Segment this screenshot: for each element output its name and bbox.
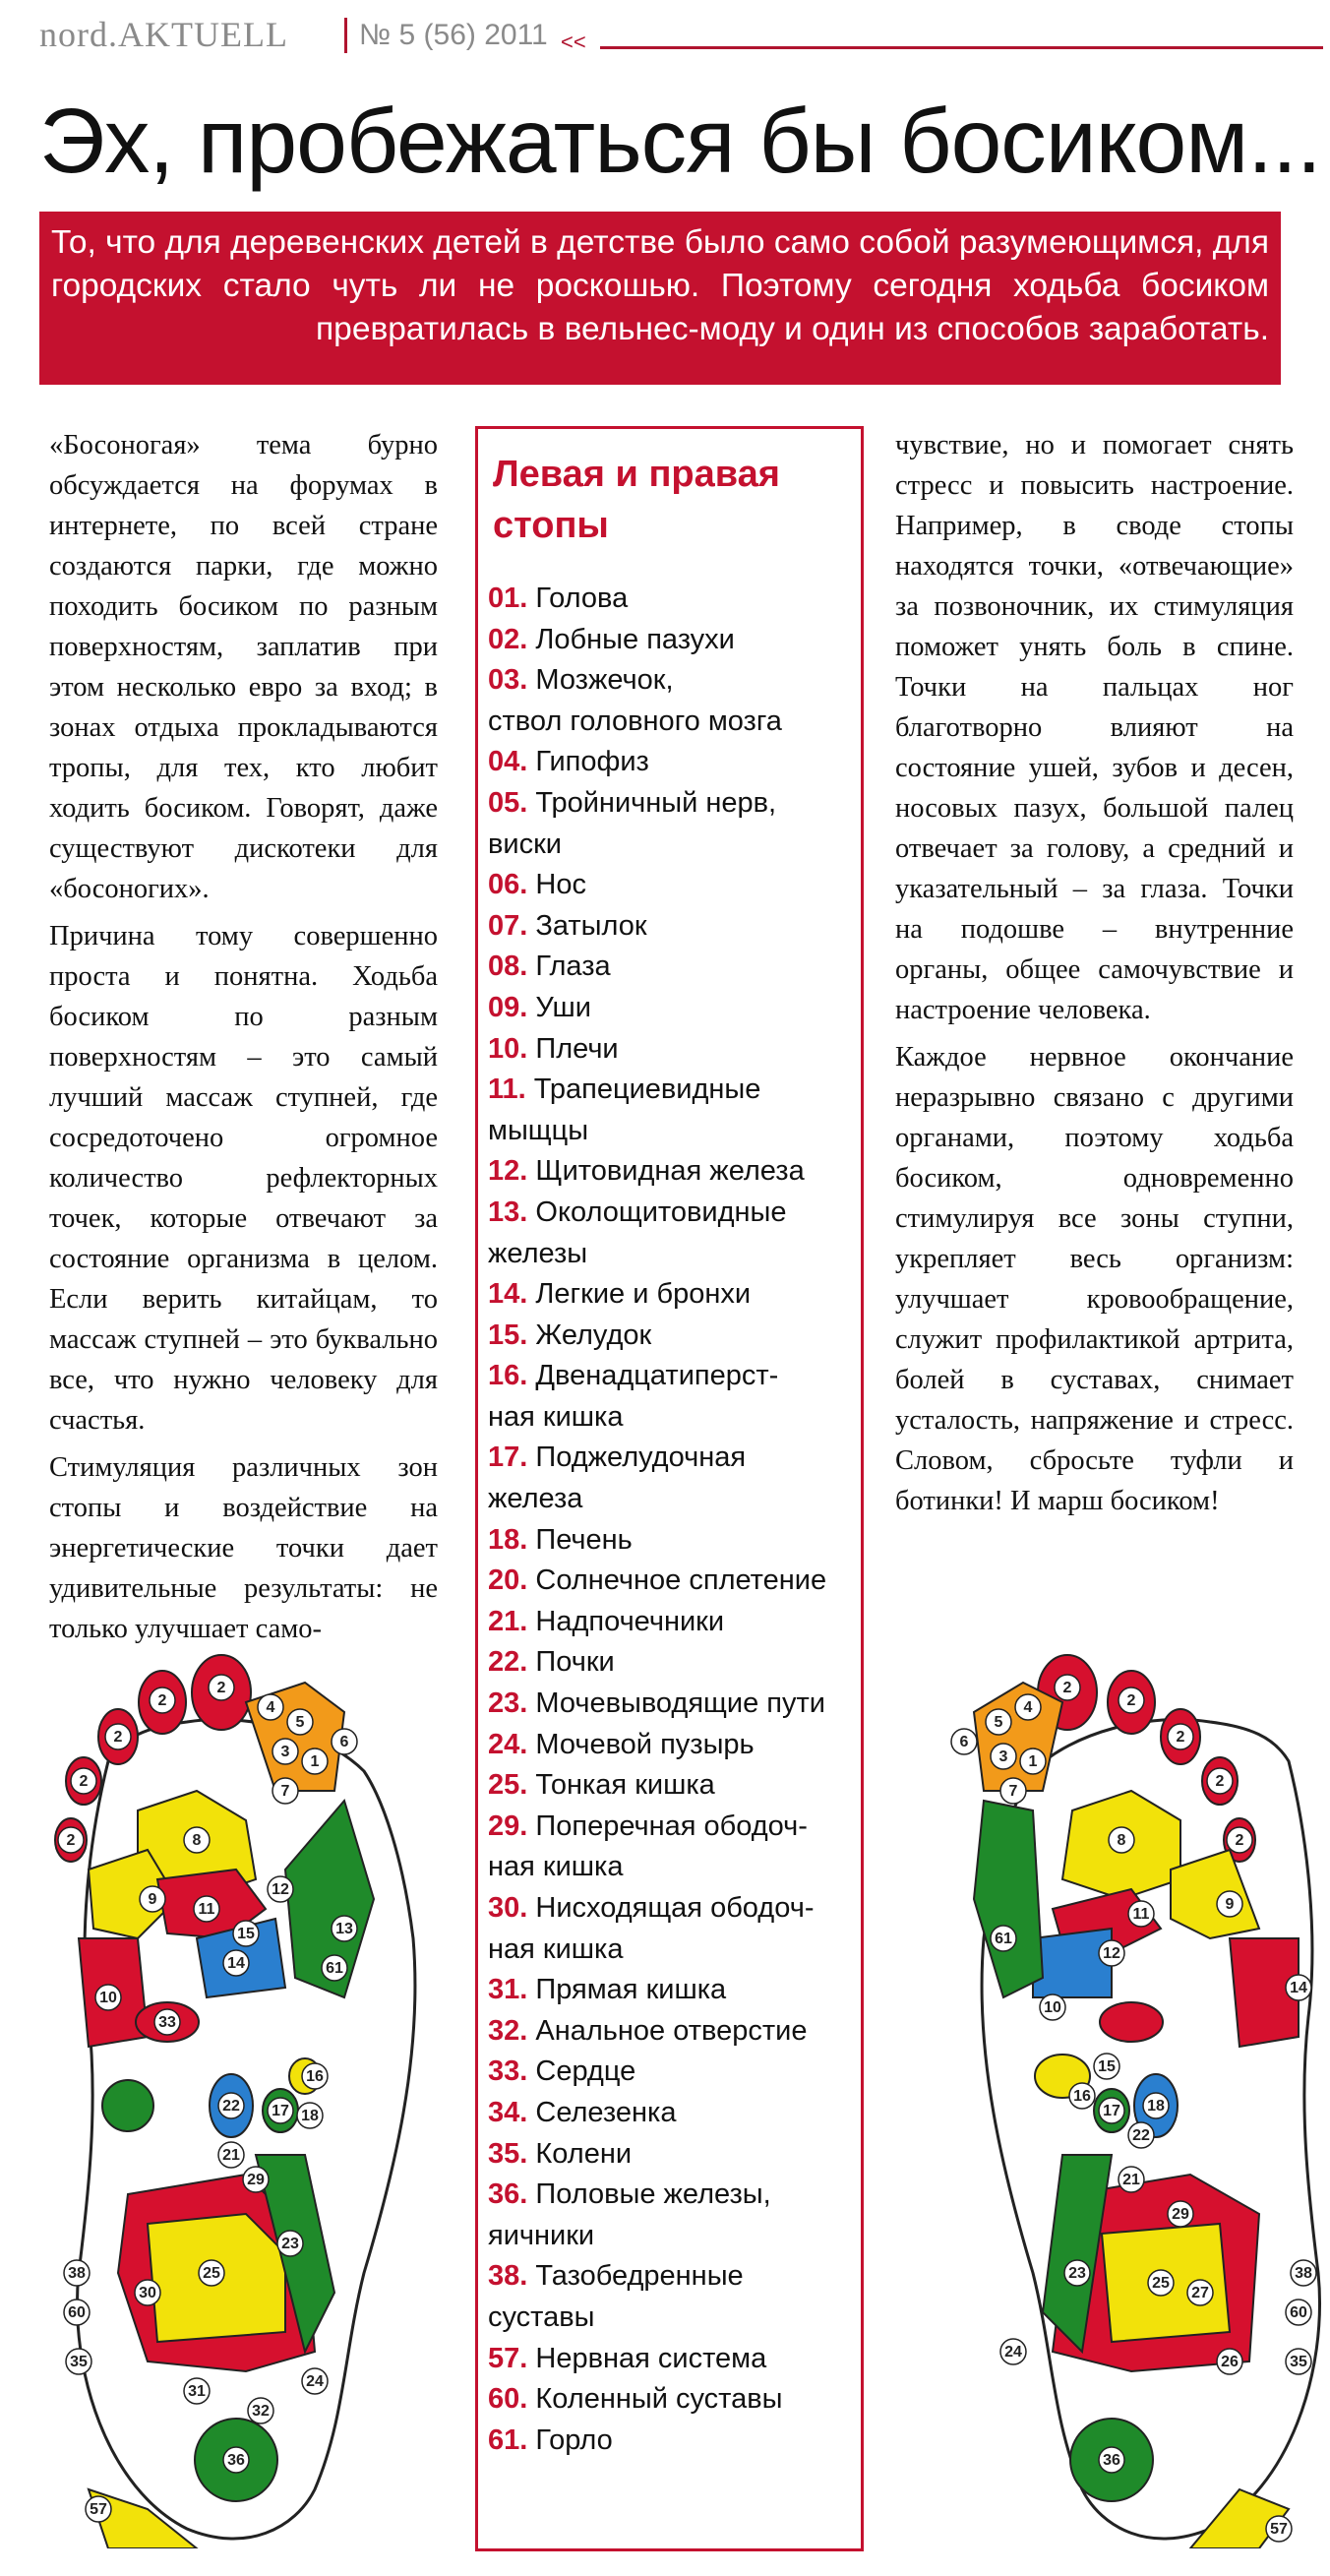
left-zone-label: 1 <box>310 1753 320 1771</box>
right-zone-label: 24 <box>1004 2344 1022 2361</box>
right-zone-label: 38 <box>1295 2265 1312 2283</box>
left-zone-label: 5 <box>295 1714 305 1732</box>
organ-label: мыщцы <box>488 1114 589 1146</box>
left-zone-label: 9 <box>148 1891 157 1909</box>
organ-item <box>488 1602 862 1643</box>
organ-number: 61. <box>488 2423 528 2456</box>
sidebar-title: Левая и правая стопы <box>493 454 780 546</box>
right-column <box>895 425 1294 1528</box>
organ-number: 14. <box>488 1278 528 1311</box>
organ-label: Мочевыводящие пути <box>535 1687 825 1720</box>
organ-number: 33. <box>488 2055 528 2088</box>
right-zone-label: 18 <box>1147 2098 1165 2116</box>
organ-item <box>488 1070 862 1111</box>
left-zone-label: 2 <box>113 1729 123 1747</box>
left-zone-label: 18 <box>301 2108 319 2125</box>
organ-item <box>488 2216 862 2257</box>
organ-label: Селезенка <box>535 2096 677 2128</box>
right-zone-label: 8 <box>1117 1832 1126 1850</box>
left-zone-label: 2 <box>157 1692 167 1710</box>
organ-label: Глаза <box>535 951 611 983</box>
left-zone-label: 15 <box>237 1926 255 1943</box>
right-zone-label: 12 <box>1103 1945 1120 1963</box>
organ-item <box>488 906 862 948</box>
right-zone-label: 22 <box>1132 2127 1150 2145</box>
organ-item <box>488 620 862 661</box>
right-zone-label: 3 <box>998 1748 1008 1766</box>
organ-number: 18. <box>488 1523 528 1556</box>
organ-label: Затылок <box>535 909 647 942</box>
left-paragraph: Стимуляция различных зон стопы и воздействие на энергетические точки дает удивительные результаты: не только улучшает само- <box>49 1452 438 1644</box>
organ-item <box>488 2093 862 2134</box>
organ-label: Голова <box>535 583 629 614</box>
organ-label: Сердце <box>535 2055 636 2088</box>
article-title: Эх, пробежаться бы босиком... <box>39 90 1321 192</box>
organ-number: 01. <box>488 583 528 614</box>
organ-item <box>488 2256 862 2298</box>
organ-label: Щитовидная железа <box>535 1155 805 1188</box>
left-zone-label: 31 <box>188 2383 206 2401</box>
right-zone-label: 25 <box>1152 2275 1170 2293</box>
left-zone-label: 61 <box>326 1960 343 1978</box>
organ-item <box>488 865 862 906</box>
organ-label: Горло <box>535 2423 613 2456</box>
left-zone-label: 33 <box>158 2014 176 2032</box>
organ-number: 22. <box>488 1646 528 1679</box>
organ-label: Лобные пазухи <box>535 623 735 655</box>
organ-label: Поперечная ободоч- <box>535 1809 808 1842</box>
organ-item <box>488 1356 862 1397</box>
right-zone-label: 5 <box>994 1714 1003 1732</box>
organ-number: 25. <box>488 1769 528 1802</box>
organ-item <box>488 988 862 1029</box>
organ-label: Коленный суставы <box>535 2383 783 2416</box>
right-zone-label: 21 <box>1122 2172 1140 2189</box>
organ-item <box>488 1316 862 1357</box>
organ-label: Легкие и бронхи <box>535 1278 752 1311</box>
organ-item <box>488 1930 862 1971</box>
organ-label: Плечи <box>535 1032 619 1065</box>
right-zone-label: 11 <box>1132 1906 1150 1924</box>
organ-number: 31. <box>488 1974 528 2006</box>
right-zone-label: 29 <box>1172 2206 1189 2224</box>
right-zone-label: 27 <box>1191 2285 1209 2302</box>
organ-item <box>488 1029 862 1071</box>
left-zone-label: 24 <box>306 2373 324 2391</box>
left-zone-label: 32 <box>252 2403 270 2421</box>
organ-item <box>488 660 862 702</box>
organ-number: 34. <box>488 2096 528 2128</box>
left-zone-label: 4 <box>266 1699 275 1717</box>
organ-item <box>488 2379 862 2421</box>
organ-item <box>488 702 862 743</box>
right-zone-label: 61 <box>995 1931 1012 1948</box>
organ-number: 06. <box>488 869 528 901</box>
organ-number: 20. <box>488 1564 528 1597</box>
organ-number: 35. <box>488 2137 528 2170</box>
organ-label: Почки <box>535 1646 615 1679</box>
left-zone-label: 6 <box>339 1734 349 1751</box>
organ-number: 24. <box>488 1728 528 1760</box>
organ-label: Печень <box>535 1523 633 1556</box>
organ-label: суставы <box>488 2300 595 2333</box>
organ-label: Надпочечники <box>535 1605 725 1637</box>
left-zone-label: 25 <box>203 2265 220 2283</box>
organ-item <box>488 742 862 783</box>
left-zone-label: 29 <box>247 2172 265 2189</box>
right-zone-label: 2 <box>1215 1773 1225 1791</box>
right-zone-label: 16 <box>1073 2088 1091 2106</box>
left-zone-label: 16 <box>306 2068 324 2086</box>
left-foot-map <box>49 1643 462 2548</box>
organ-sidebar <box>475 426 864 2551</box>
right-zone-label: 1 <box>1028 1753 1038 1771</box>
organ-label: Желудок <box>535 1319 652 1351</box>
organ-number: 38. <box>488 2260 528 2293</box>
right-zone-label: 4 <box>1023 1699 1033 1717</box>
right-zone-label: 36 <box>1103 2452 1120 2470</box>
organ-number: 17. <box>488 1441 528 1474</box>
organ-label: Солнечное сплетение <box>535 1564 827 1597</box>
organ-item <box>488 1684 862 1725</box>
organ-item <box>488 1193 862 1234</box>
left-zone-label: 17 <box>272 2103 289 2120</box>
organ-item <box>488 1725 862 1766</box>
organ-item <box>488 1561 862 1602</box>
organ-label: Мозжечок, <box>535 664 674 697</box>
organ-list <box>488 579 862 2461</box>
organ-number: 13. <box>488 1196 528 1228</box>
left-paragraph: «Босоногая» тема бурно обсуждается на форумах в интернете, по всей стране создаются парки, где можно походить босиком по разным поверхностям, заплатив при этом несколько евро за вход; в зонах отдыха прокладываются тропы, для тех, кто любит ходить босиком. Говорят, даже существуют дискотеки для «босоногих». <box>49 430 438 904</box>
organ-label: Мочевой пузырь <box>535 1728 755 1760</box>
right-zone-label: 35 <box>1290 2354 1307 2371</box>
organ-number: 02. <box>488 623 528 655</box>
organ-item <box>488 1642 862 1684</box>
organ-item <box>488 2421 862 2462</box>
left-zone-label: 12 <box>272 1881 289 1899</box>
organ-item <box>488 1847 862 1888</box>
right-zone-label: 60 <box>1290 2304 1307 2322</box>
organ-item <box>488 579 862 620</box>
right-zone-label: 7 <box>1008 1783 1018 1801</box>
right-zone-label: 17 <box>1103 2103 1120 2120</box>
organ-label: Околощитовидные <box>535 1196 787 1228</box>
right-zone-label: 10 <box>1044 1999 1061 2017</box>
left-zone-label: 57 <box>90 2501 107 2519</box>
right-zone-label: 26 <box>1221 2354 1239 2371</box>
organ-item <box>488 1111 862 1152</box>
right-zone-label: 57 <box>1270 2521 1288 2539</box>
organ-label: Нервная система <box>535 2342 767 2374</box>
organ-item <box>488 1274 862 1316</box>
left-zone-label: 35 <box>70 2354 88 2371</box>
organ-number: 15. <box>488 1319 528 1351</box>
organ-number: 12. <box>488 1155 528 1188</box>
right-zone-label: 2 <box>1235 1832 1244 1850</box>
organ-label: Тройничный нерв, <box>535 786 777 819</box>
organ-label: ная кишка <box>488 1851 624 1883</box>
organ-label: ствол головного мозга <box>488 705 782 737</box>
organ-item <box>488 783 862 825</box>
right-zone-label: 2 <box>1062 1680 1072 1697</box>
organ-number: 07. <box>488 909 528 942</box>
organ-number: 30. <box>488 1892 528 1924</box>
organ-label: железа <box>488 1483 583 1515</box>
organ-label: Трапециевидные <box>533 1073 761 1106</box>
right-zone-label: 15 <box>1098 2058 1116 2076</box>
left-paragraph: Причина тому совершенно проста и понятна. Ходьба босиком по разным поверхностям – это самый лучший массаж ступней, где сосредоточено огромное количество рефлекторных точек, которые отвечают за состояние организма в целом. Если верить китайцам, то массаж ступней – это буквально все, что нужно человеку для счастья. <box>49 921 438 1436</box>
left-zone-label: 23 <box>281 2236 299 2253</box>
organ-item <box>488 947 862 988</box>
organ-label: Анальное отверстие <box>535 2014 808 2047</box>
organ-label: ная кишка <box>488 1400 624 1433</box>
brand-name: nord.AKTUELL <box>39 15 288 54</box>
organ-number: 11. <box>488 1073 526 1106</box>
organ-label: Прямая кишка <box>535 1974 727 2006</box>
left-zone-label: 38 <box>68 2265 86 2283</box>
organ-item <box>488 1520 862 1562</box>
header-arrows: << <box>561 30 586 54</box>
left-foot-svg <box>49 1643 462 2548</box>
organ-label: Тазобедренные <box>535 2260 744 2293</box>
right-zone-label: 23 <box>1068 2265 1086 2283</box>
organ-label: Тонкая кишка <box>535 1769 715 1802</box>
left-column <box>49 425 438 1656</box>
organ-label: Нисходящая ободоч- <box>535 1892 815 1924</box>
issue-number: № 5 (56) 2011 <box>344 18 548 53</box>
organ-number: 57. <box>488 2342 528 2374</box>
organ-label: Гипофиз <box>535 746 649 778</box>
organ-label: Нос <box>535 869 586 901</box>
organ-item <box>488 825 862 866</box>
left-zone-label: 22 <box>222 2098 240 2116</box>
left-zone-label: 36 <box>227 2452 245 2470</box>
right-foot-svg <box>935 1643 1330 2548</box>
organ-number: 32. <box>488 2014 528 2047</box>
organ-item <box>488 2134 862 2176</box>
organ-item <box>488 2052 862 2093</box>
right-zone-label: 2 <box>1176 1729 1185 1747</box>
left-zone-label: 14 <box>227 1955 245 1973</box>
header <box>0 0 1330 93</box>
right-zone-label: 2 <box>1126 1692 1136 1710</box>
left-zone-label: 2 <box>66 1832 76 1850</box>
organ-item <box>488 2298 862 2339</box>
left-zone-label: 8 <box>192 1832 202 1850</box>
organ-item <box>488 2011 862 2053</box>
organ-number: 10. <box>488 1032 528 1065</box>
organ-number: 23. <box>488 1687 528 1720</box>
left-zone-label: 2 <box>216 1680 226 1697</box>
organ-number: 36. <box>488 2178 528 2211</box>
organ-number: 04. <box>488 746 528 778</box>
organ-number: 16. <box>488 1360 528 1392</box>
organ-item <box>488 1438 862 1479</box>
organ-label: Уши <box>535 991 591 1023</box>
organ-item <box>488 1970 862 2011</box>
left-zone-label: 30 <box>139 2285 156 2302</box>
organ-number: 21. <box>488 1605 528 1637</box>
article-lead: То, что для деревенских детей в детстве было само собой разумеющимся, для городских стало чуть ли не роскошью. Поэтому сегодня ходьба босиком превратилась в вельнес-моду и один из способов заработать. <box>39 212 1281 385</box>
header-rule <box>600 46 1323 49</box>
organ-label: виски <box>488 828 562 860</box>
organ-number: 29. <box>488 1809 528 1842</box>
right-foot-map <box>935 1643 1330 2548</box>
right-paragraph: Каждое нервное окончание неразрывно связано с другими органами, поэтому ходьба босиком, одновременно стимулируя все зоны ступни, укрепляет весь организм: улучшает кровообращение, служит профилактикой артрита, болей в суставах, снимает усталость, напряжение и стресс. Словом, сбросьте туфли и ботинки! И марш босиком! <box>895 1042 1294 1516</box>
organ-label: яичники <box>488 2219 595 2251</box>
organ-label: Колени <box>535 2137 633 2170</box>
organ-item <box>488 1807 862 1848</box>
organ-label: ная кишка <box>488 1932 624 1965</box>
left-zone-label: 13 <box>335 1921 353 1938</box>
organ-label: Двенадцатиперст- <box>535 1360 779 1392</box>
organ-label: Поджелудочная <box>535 1441 747 1474</box>
organ-item <box>488 1151 862 1193</box>
organ-number: 09. <box>488 991 528 1023</box>
right-paragraph: чувствие, но и помогает снять стресс и повысить настроение. Например, в своде стопы находятся точки, «отвечающие» за позвоночник, их стимуляция поможет унять боль в спине. Точки на пальцах ног благотворно влияют на состояние ушей, зубов и десен, носовых пазух, большой палец отвечает за голову, а средний и указательный – за глаза. Точки на подошве – внутренние органы, общее самочувствие и настроение человека. <box>895 430 1294 1025</box>
organ-number: 60. <box>488 2383 528 2416</box>
organ-item <box>488 1479 862 1520</box>
left-zone-label: 10 <box>99 1990 117 2007</box>
organ-item <box>488 1888 862 1930</box>
organ-label: Половые железы, <box>535 2178 771 2211</box>
left-zone-label: 7 <box>280 1783 290 1801</box>
organ-number: 05. <box>488 786 528 819</box>
left-zone-label: 21 <box>222 2147 240 2165</box>
organ-item <box>488 2175 862 2216</box>
right-zone-label: 9 <box>1225 1896 1235 1914</box>
organ-item <box>488 1765 862 1807</box>
left-zone-label: 11 <box>198 1901 215 1919</box>
organ-item <box>488 1234 862 1275</box>
left-zone-label: 60 <box>68 2304 86 2322</box>
right-zone-label: 6 <box>959 1734 969 1751</box>
organ-label: железы <box>488 1237 588 1269</box>
organ-item <box>488 1397 862 1439</box>
left-zone-label: 2 <box>79 1773 89 1791</box>
organ-number: 03. <box>488 664 528 697</box>
left-zone-label: 3 <box>280 1744 290 1761</box>
right-zone-label: 14 <box>1290 1980 1307 1997</box>
organ-item <box>488 2339 862 2380</box>
organ-number: 08. <box>488 951 528 983</box>
